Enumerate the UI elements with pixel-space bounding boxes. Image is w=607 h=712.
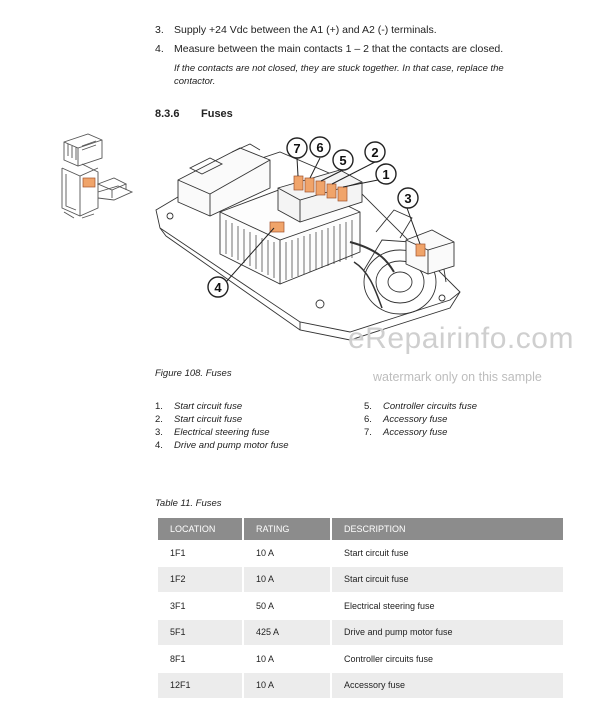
legend-number: 5. bbox=[364, 401, 372, 412]
legend-item bbox=[364, 401, 477, 412]
figure-caption: Figure 108. Fuses bbox=[155, 368, 232, 379]
callout-5: 5 bbox=[339, 153, 347, 168]
cell-rating: 10 A bbox=[243, 646, 331, 673]
cell-description: Accessory fuse bbox=[331, 672, 564, 699]
cell-location: 1F2 bbox=[158, 566, 243, 593]
legend-label: Drive and pump motor fuse bbox=[174, 440, 289, 451]
legend-number: 4. bbox=[155, 440, 163, 451]
legend-number: 3. bbox=[155, 427, 163, 438]
legend-number: 2. bbox=[155, 414, 163, 425]
cell-description: Electrical steering fuse bbox=[331, 593, 564, 620]
table-row bbox=[158, 619, 564, 646]
cell-description: Start circuit fuse bbox=[331, 540, 564, 566]
table-row bbox=[158, 672, 564, 699]
header-rating: RATING bbox=[243, 518, 331, 540]
cell-location: 12F1 bbox=[158, 672, 243, 699]
legend-label: Start circuit fuse bbox=[174, 401, 243, 412]
cell-rating: 425 A bbox=[243, 619, 331, 646]
header-location: LOCATION bbox=[158, 518, 243, 540]
section-number: 8.3.6 bbox=[155, 108, 180, 120]
watermark-brand: eRepairinfo.com bbox=[348, 322, 574, 355]
legend-item bbox=[155, 440, 289, 451]
fuse-2-highlight bbox=[327, 184, 336, 198]
fuse-location-highlight bbox=[83, 178, 95, 187]
warning-note bbox=[174, 62, 544, 88]
legend-label: Accessory fuse bbox=[383, 414, 448, 425]
legend-item bbox=[155, 414, 242, 425]
section-title: Fuses bbox=[201, 108, 233, 120]
fuse-3-highlight bbox=[416, 244, 425, 256]
watermark-notice: watermark only on this sample bbox=[373, 370, 542, 384]
legend-item bbox=[364, 414, 447, 425]
legend-number: 1. bbox=[155, 401, 163, 412]
fuse-1-highlight bbox=[338, 187, 347, 201]
cell-rating: 50 A bbox=[243, 593, 331, 620]
table-caption: Table 11. Fuses bbox=[155, 498, 222, 509]
cell-rating: 10 A bbox=[243, 566, 331, 593]
step-text: Supply +24 Vdc between the A1 (+) and A2 (-) terminals. bbox=[174, 24, 437, 36]
fuse-5-highlight bbox=[316, 181, 325, 195]
table-row bbox=[158, 593, 564, 620]
fuse-panel-illustration bbox=[150, 132, 470, 342]
legend-label: Accessory fuse bbox=[383, 427, 448, 438]
header-description: DESCRIPTION bbox=[331, 518, 564, 540]
fuse-7-highlight bbox=[294, 176, 303, 190]
legend-number: 6. bbox=[364, 414, 372, 425]
legend-item bbox=[155, 401, 242, 412]
cell-location: 1F1 bbox=[158, 540, 243, 566]
step-number: 3. bbox=[155, 24, 164, 36]
callout-3: 3 bbox=[404, 191, 412, 206]
cell-location: 8F1 bbox=[158, 646, 243, 673]
legend-label: Start circuit fuse bbox=[174, 414, 243, 425]
legend-item bbox=[155, 427, 270, 438]
cell-description: Start circuit fuse bbox=[331, 566, 564, 593]
fuse-6-highlight bbox=[305, 178, 314, 192]
step-number: 4. bbox=[155, 43, 164, 55]
callout-7: 7 bbox=[293, 141, 301, 156]
table-row bbox=[158, 540, 564, 566]
table-row bbox=[158, 566, 564, 593]
legend-label: Controller circuits fuse bbox=[383, 401, 477, 412]
callout-4: 4 bbox=[214, 280, 222, 295]
cell-rating: 10 A bbox=[243, 540, 331, 566]
truck-locator-illustration bbox=[52, 128, 144, 228]
note-line-1: If the contacts are not closed, they are stuck together. In that case, replace the bbox=[174, 63, 504, 74]
step-text: Measure between the main contacts 1 – 2 that the contacts are closed. bbox=[174, 43, 504, 55]
legend-item bbox=[364, 427, 447, 438]
legend-label: Electrical steering fuse bbox=[174, 427, 270, 438]
fuses-table bbox=[158, 518, 565, 699]
callout-1: 1 bbox=[382, 167, 390, 182]
table-header-row bbox=[158, 518, 564, 540]
note-line-2: contactor. bbox=[174, 76, 216, 87]
cell-description: Drive and pump motor fuse bbox=[331, 619, 564, 646]
cell-location: 5F1 bbox=[158, 619, 243, 646]
callout-2: 2 bbox=[371, 145, 379, 160]
cell-rating: 10 A bbox=[243, 672, 331, 699]
legend-number: 7. bbox=[364, 427, 372, 438]
cell-description: Controller circuits fuse bbox=[331, 646, 564, 673]
table-row bbox=[158, 646, 564, 673]
callout-6: 6 bbox=[316, 140, 324, 155]
cell-location: 3F1 bbox=[158, 593, 243, 620]
